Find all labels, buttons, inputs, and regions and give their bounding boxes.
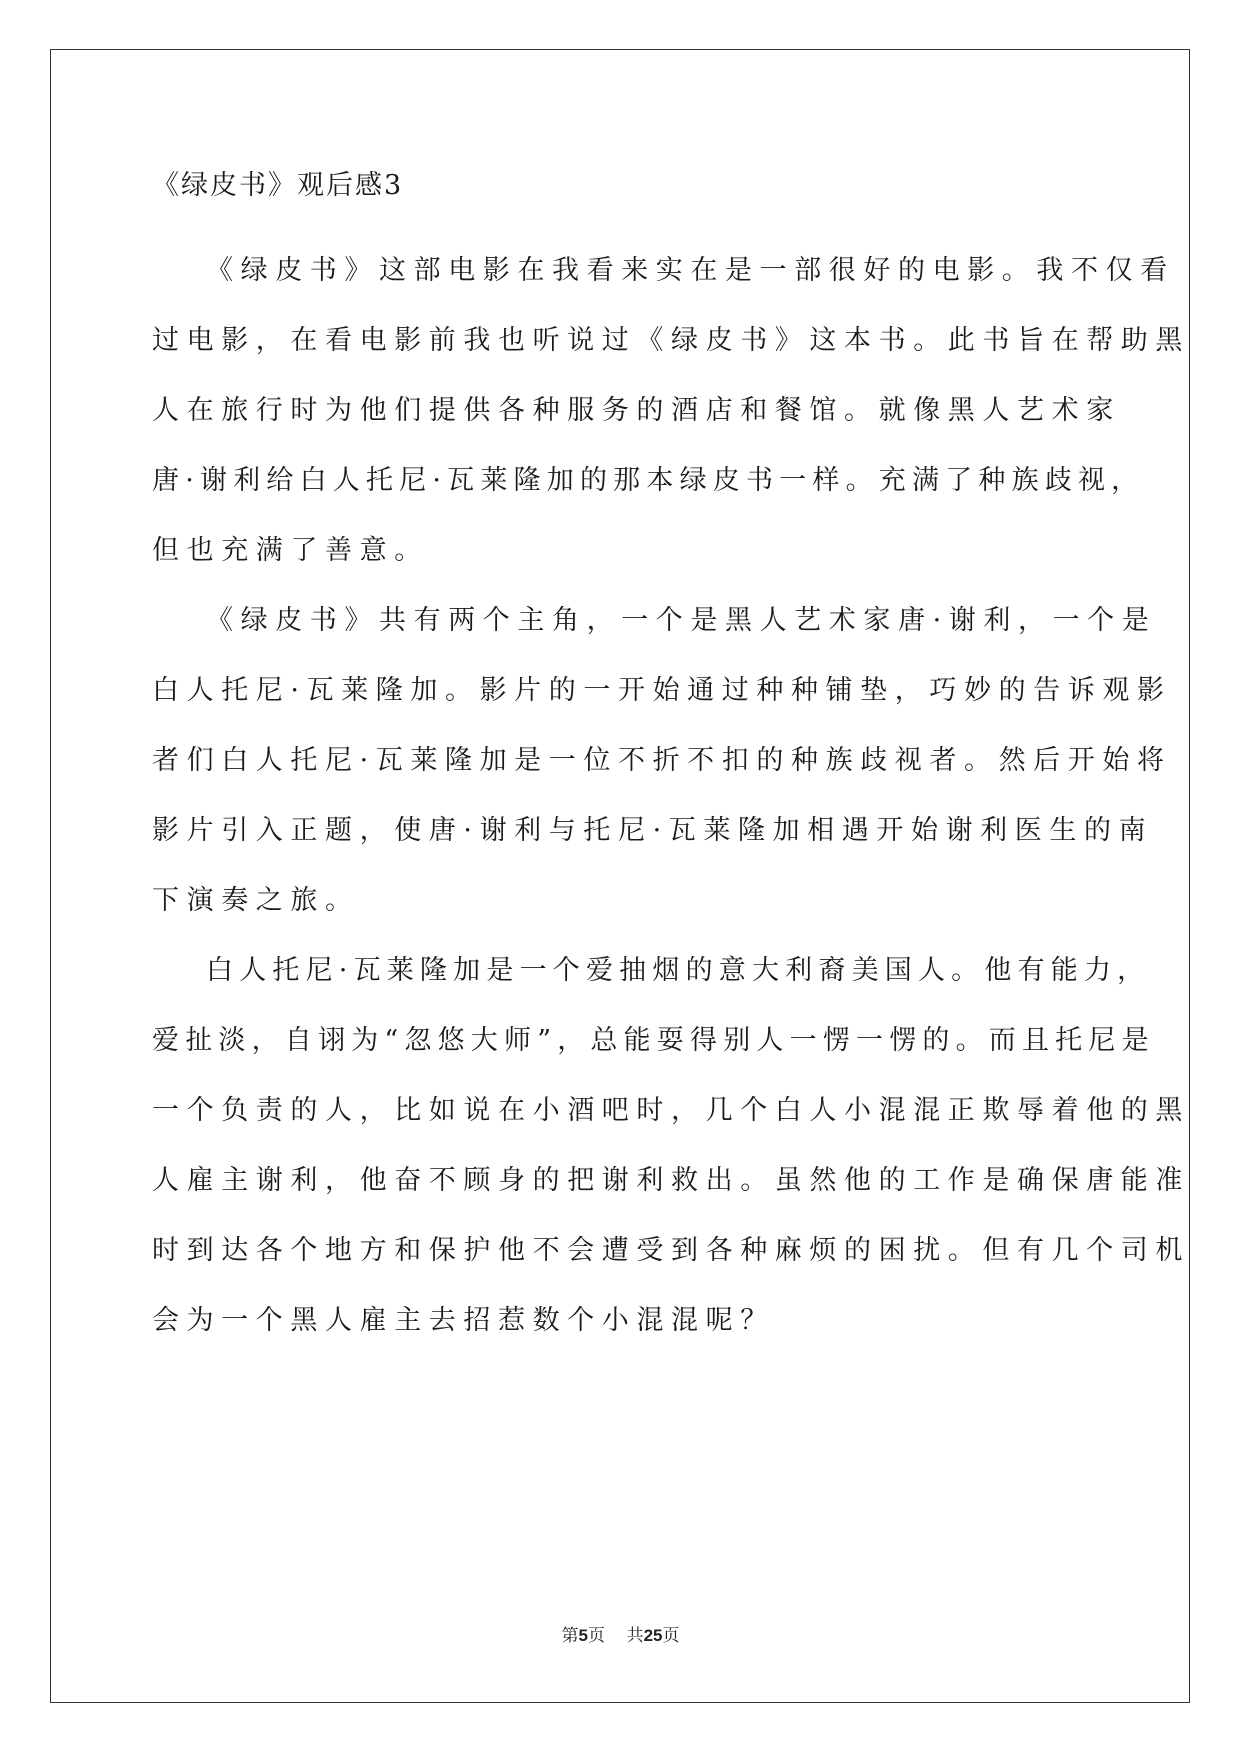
paragraph-3-line-5: 时到达各个地方和保护他不会遭受到各种麻烦的困扰。但有几个司机 [152,1235,1190,1266]
paragraph-2-line-4: 影片引入正题，使唐·谢利与托尼·瓦莱隆加相遇开始谢利医生的南 [152,815,1154,846]
paragraph-1-line-4: 唐·谢利给白人托尼·瓦莱隆加的那本绿皮书一样。充满了种族歧视， [152,465,1145,496]
paragraph-1-line-5: 但也充满了善意。 [152,535,429,566]
paragraph-3-line-6: 会为一个黑人雇主去招惹数个小混混呢？ [152,1305,775,1336]
paragraph-2-line-1: 《绿皮书》共有两个主角，一个是黑人艺术家唐·谢利，一个是 [206,605,1157,636]
paragraph-2-line-3: 者们白人托尼·瓦莱隆加是一位不折不扣的种族歧视者。然后开始将 [152,745,1172,776]
page-number: 5 [578,1626,588,1645]
document-title: 《绿皮书》观后感3 [152,170,404,201]
total-pages: 25 [643,1626,663,1645]
paragraph-2-line-2: 白人托尼·瓦莱隆加。影片的一开始通过种种铺垫，巧妙的告诉观影 [152,675,1172,706]
total-prefix: 共 [626,1626,644,1646]
paragraph-3-line-2: 爱扯淡，自诩为“忽悠大师”，总能耍得别人一愣一愣的。而且托尼是 [152,1025,1155,1056]
paragraph-2-line-5: 下演奏之旅。 [152,885,360,916]
page-prefix: 第 [561,1626,579,1646]
paragraph-3-line-1: 白人托尼·瓦莱隆加是一个爱抽烟的意大利裔美国人。他有能力， [206,955,1151,986]
paragraph-3-line-3: 一个负责的人，比如说在小酒吧时，几个白人小混混正欺辱着他的黑 [152,1095,1190,1126]
paragraph-1-line-3: 人在旅行时为他们提供各种服务的酒店和餐馆。就像黑人艺术家 [152,395,1121,426]
paragraph-1-line-1: 《绿皮书》这部电影在我看来实在是一部很好的电影。我不仅看 [206,255,1175,286]
total-suffix: 页 [662,1626,680,1646]
page-footer [0,1621,1241,1646]
paragraph-3-line-4: 人雇主谢利，他奋不顾身的把谢利救出。虽然他的工作是确保唐能准 [152,1165,1190,1196]
page-frame [50,49,1190,1703]
page-suffix: 页 [587,1626,605,1646]
paragraph-1-line-2: 过电影，在看电影前我也听说过《绿皮书》这本书。此书旨在帮助黑 [152,325,1190,356]
